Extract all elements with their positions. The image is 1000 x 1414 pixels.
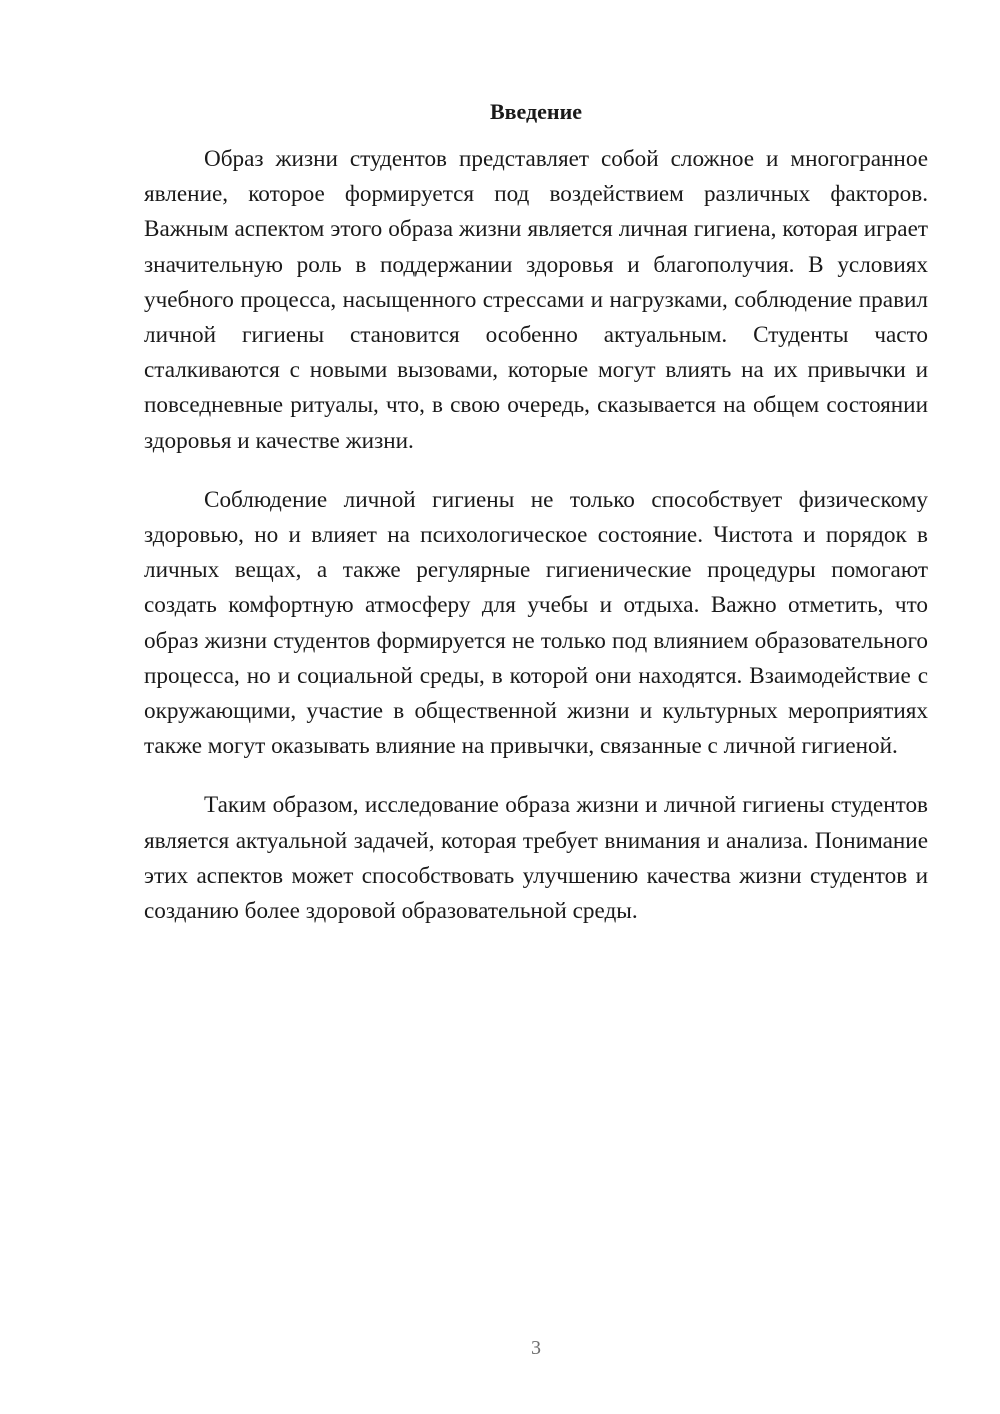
document-body <box>144 142 928 953</box>
paragraph-2: Соблюдение личной гигиены не только способствует физическому здоровью, но и влияет на психологическое состояние. Чистота и порядок в личных вещах, а также регулярные гигиенические процедуры помогают создать комфортную атмосферу для учебы и отдыха. Важно отметить, что образ жизни студентов формируется не только под влиянием образовательного процесса, но и социальной среды, в которой они находятся. Взаимодействие с окружающими, участие в общественной жизни и культурных мероприятиях также могут оказывать влияние на привычки, связанные с личной гигиеной. <box>144 486 928 760</box>
paragraph-3: Таким образом, исследование образа жизни и личной гигиены студентов является актуальной задачей, которая требует внимания и анализа. Понимание этих аспектов может способствовать улучшению качества жизни студентов и созданию более здоровой образовательной среды. <box>144 792 928 925</box>
page-number: 3 <box>531 1337 541 1359</box>
paragraph-1: Образ жизни студентов представляет собой сложное и многогранное явление, которое формируется под воздействием различных факторов. Важным аспектом этого образа жизни является личная гигиена, которая играет значительную роль в поддержании здоровья и благополучия. В условиях учебного процесса, насыщенного стрессами и нагрузками, соблюдение правил личной гигиены становится особенно актуальным. Студенты часто сталкиваются с новыми вызовами, которые могут влиять на их привычки и повседневные ритуалы, что, в свою очередь, сказывается на общем состоянии здоровья и качестве жизни. <box>144 146 928 454</box>
page-title: Введение <box>489 99 583 124</box>
